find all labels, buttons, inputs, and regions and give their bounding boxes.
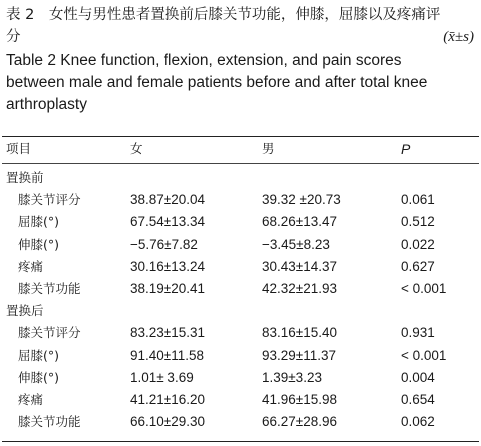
row-label: 屈膝(°) [18, 214, 60, 230]
female-value: 1.01± 3.69 [130, 369, 194, 385]
male-value: 83.16±15.40 [262, 325, 337, 341]
female-value: 38.87±20.04 [130, 192, 205, 208]
table-top-rule [2, 136, 479, 137]
row-label: 疼痛 [18, 258, 44, 274]
table-row [0, 411, 481, 433]
table-row [0, 256, 481, 278]
p-value: < 0.001 [401, 281, 447, 296]
p-value: 0.004 [401, 369, 435, 385]
mean-sd-symbol: (x̄±s) [443, 29, 474, 45]
table-row [0, 367, 481, 389]
row-label: 伸膝(°) [18, 236, 60, 252]
row-label: 膝关节功能 [18, 281, 81, 296]
section-label: 置换后 [6, 303, 44, 319]
table-row [0, 278, 481, 300]
table-row [0, 345, 481, 367]
row-label: 膝关节功能 [18, 414, 81, 430]
section-row [0, 300, 481, 322]
table-caption-chinese [6, 4, 476, 48]
male-value: 66.27±28.96 [262, 414, 337, 430]
female-value: 41.21±16.20 [130, 392, 205, 407]
table-bottom-rule [2, 441, 479, 442]
caption-zh-line-1: 表 2 女性与男性患者置换前后膝关节功能，伸膝，屈膝以及疼痛评 [6, 7, 441, 23]
section-row [0, 167, 481, 189]
male-value: 30.43±14.37 [262, 258, 337, 274]
p-value: 0.931 [401, 325, 435, 341]
header-female: 女 [130, 141, 143, 156]
header-item: 项目 [6, 141, 32, 156]
female-value: 38.19±20.41 [130, 281, 205, 296]
table-caption-english [6, 50, 476, 116]
p-value: 0.062 [401, 414, 435, 430]
female-value: 91.40±11.58 [130, 347, 204, 363]
p-value: 0.627 [401, 258, 435, 274]
p-value: 0.061 [401, 192, 435, 208]
male-value: 39.32 ±20.73 [262, 192, 341, 208]
female-value: 67.54±13.34 [130, 214, 205, 230]
p-value: 0.022 [401, 236, 435, 252]
row-label: 膝关节评分 [18, 192, 81, 208]
header-male: 男 [262, 141, 275, 156]
row-label: 膝关节评分 [18, 325, 81, 341]
section-label: 置换前 [6, 170, 44, 185]
caption-zh-line-2: 分 [6, 29, 21, 45]
table-row [0, 211, 481, 233]
female-value: −5.76±7.82 [130, 236, 198, 252]
female-value: 66.10±29.30 [130, 414, 205, 430]
female-value: 83.23±15.31 [130, 325, 205, 341]
table-row [0, 322, 481, 344]
table-header-row [0, 138, 481, 160]
female-value: 30.16±13.24 [130, 258, 205, 274]
table-row [0, 389, 481, 411]
header-p-value: P [401, 141, 411, 157]
row-label: 疼痛 [18, 392, 44, 407]
caption-en-line-2: between male and female patients before and after total knee [6, 74, 428, 91]
male-value: 93.29±11.37 [262, 347, 336, 363]
table-row [0, 189, 481, 211]
p-value: < 0.001 [401, 347, 447, 363]
male-value: −3.45±8.23 [262, 236, 330, 252]
row-label: 屈膝(°) [18, 347, 60, 363]
row-label: 伸膝(°) [18, 369, 60, 385]
table-row [0, 234, 481, 256]
caption-en-line-3: arthroplasty [6, 96, 87, 113]
male-value: 1.39±3.23 [262, 369, 322, 385]
p-value: 0.512 [401, 214, 435, 230]
caption-en-line-1: Table 2 Knee function, flexion, extension, and pain scores [6, 52, 402, 69]
male-value: 42.32±21.93 [262, 281, 337, 296]
table-header-rule [2, 163, 479, 164]
male-value: 41.96±15.98 [262, 392, 337, 407]
male-value: 68.26±13.47 [262, 214, 337, 230]
p-value: 0.654 [401, 392, 435, 407]
